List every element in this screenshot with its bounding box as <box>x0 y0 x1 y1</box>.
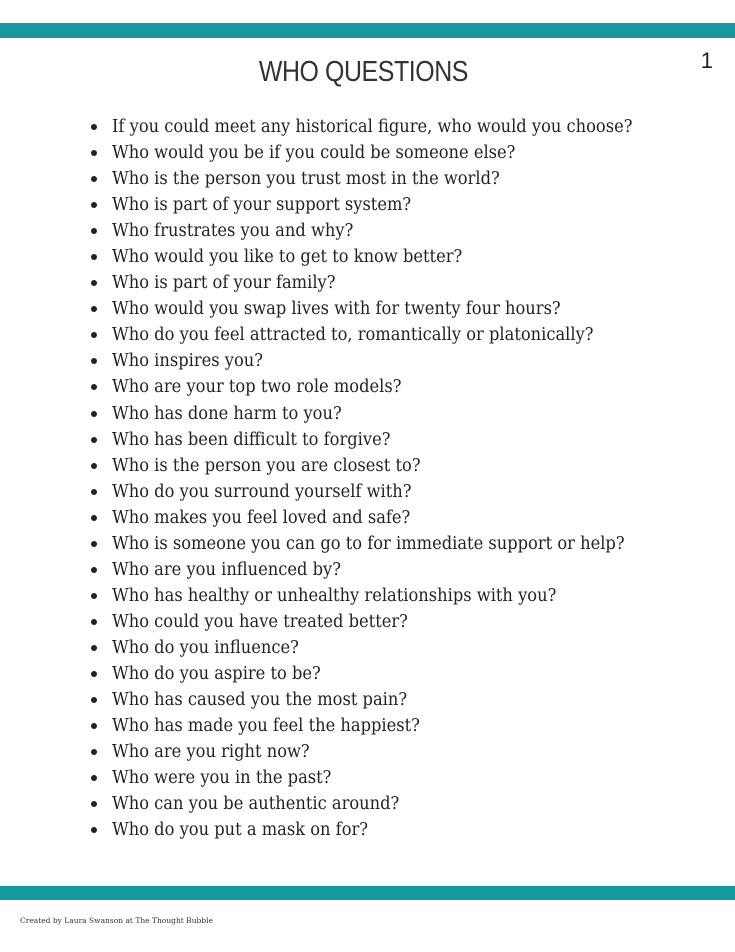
question-text: Who is someone you can go to for immediate support or help? <box>112 533 625 554</box>
list-item <box>0 166 735 192</box>
question-text: Who were you in the past? <box>112 768 332 789</box>
top-accent-bar <box>0 23 735 38</box>
list-item <box>0 609 735 635</box>
bullet-icon <box>91 671 97 677</box>
question-text: Who is part of your support system? <box>112 195 412 216</box>
question-text: Who has been difficult to forgive? <box>112 429 391 450</box>
bullet-icon <box>91 749 97 755</box>
question-text: Who has done harm to you? <box>112 403 342 424</box>
bullet-icon <box>91 228 97 234</box>
bullet-icon <box>91 437 97 443</box>
bullet-icon <box>91 124 97 130</box>
question-text: Who do you influence? <box>112 637 299 658</box>
question-text: Who would you swap lives with for twenty four hours? <box>112 299 561 320</box>
bullet-icon <box>91 463 97 469</box>
question-text: Who are your top two role models? <box>112 377 402 398</box>
bullet-icon <box>91 489 97 495</box>
list-item <box>0 322 735 348</box>
list-item <box>0 479 735 505</box>
bullet-icon <box>91 254 97 260</box>
list-item <box>0 505 735 531</box>
question-text: Who do you feel attracted to, romantically or platonically? <box>112 325 594 346</box>
question-text: Who has healthy or unhealthy relationships with you? <box>112 585 557 606</box>
list-item <box>0 739 735 765</box>
bullet-icon <box>91 775 97 781</box>
bullet-icon <box>91 306 97 312</box>
bullet-icon <box>91 411 97 417</box>
question-text: If you could meet any historical figure, who would you choose? <box>112 117 633 137</box>
list-item <box>0 635 735 661</box>
bullet-icon <box>91 697 97 703</box>
question-text: Who is the person you are closest to? <box>112 455 421 476</box>
list-item <box>0 374 735 400</box>
list-item <box>0 348 735 374</box>
bullet-icon <box>91 280 97 286</box>
bullet-icon <box>91 358 97 364</box>
question-text: Who is part of your family? <box>112 273 336 294</box>
bullet-icon <box>91 150 97 156</box>
bullet-icon <box>91 723 97 729</box>
bullet-icon <box>91 567 97 573</box>
bullet-icon <box>91 384 97 390</box>
page-number: 1 <box>700 48 713 73</box>
question-text: Who are you influenced by? <box>112 559 341 580</box>
bullet-icon <box>91 619 97 625</box>
list-item <box>0 453 735 479</box>
question-text: Who are you right now? <box>112 742 310 763</box>
question-text: Who would you like to get to know better? <box>112 247 463 268</box>
list-item <box>0 140 735 166</box>
list-item <box>0 661 735 687</box>
question-text: Who do you surround yourself with? <box>112 481 412 502</box>
list-item <box>0 557 735 583</box>
question-list <box>0 114 735 843</box>
question-text: Who frustrates you and why? <box>112 221 354 242</box>
page-title: WHO QUESTIONS <box>258 56 469 88</box>
question-text: Who would you be if you could be someone else? <box>112 143 516 164</box>
question-text: Who could you have treated better? <box>112 611 408 632</box>
list-item <box>0 791 735 817</box>
list-item <box>0 218 735 244</box>
list-item <box>0 427 735 453</box>
list-item <box>0 765 735 791</box>
bullet-icon <box>91 332 97 338</box>
list-item <box>0 114 735 140</box>
list-item <box>0 192 735 218</box>
list-item <box>0 270 735 296</box>
question-text: Who do you aspire to be? <box>112 663 321 684</box>
question-text: Who is the person you trust most in the world? <box>112 169 500 190</box>
question-text: Who makes you feel loved and safe? <box>112 507 411 528</box>
bullet-icon <box>91 801 97 807</box>
question-text: Who do you put a mask on for? <box>112 820 369 841</box>
list-item <box>0 244 735 270</box>
bullet-icon <box>91 176 97 182</box>
bullet-icon <box>91 541 97 547</box>
bullet-icon <box>91 515 97 521</box>
list-item <box>0 583 735 609</box>
footer-credit: Created by Laura Swanson at The Thought Bubble <box>20 916 213 925</box>
question-text: Who inspires you? <box>112 351 263 372</box>
list-item <box>0 817 735 843</box>
list-item <box>0 687 735 713</box>
question-text: Who has made you feel the happiest? <box>112 716 420 737</box>
list-item <box>0 713 735 739</box>
list-item <box>0 531 735 557</box>
bottom-accent-bar <box>0 886 735 900</box>
question-text: Who can you be authentic around? <box>112 794 400 815</box>
bullet-icon <box>91 645 97 651</box>
list-item <box>0 296 735 322</box>
question-text: Who has caused you the most pain? <box>112 690 408 711</box>
bullet-icon <box>91 202 97 208</box>
bullet-icon <box>91 827 97 833</box>
bullet-icon <box>91 593 97 599</box>
list-item <box>0 401 735 427</box>
